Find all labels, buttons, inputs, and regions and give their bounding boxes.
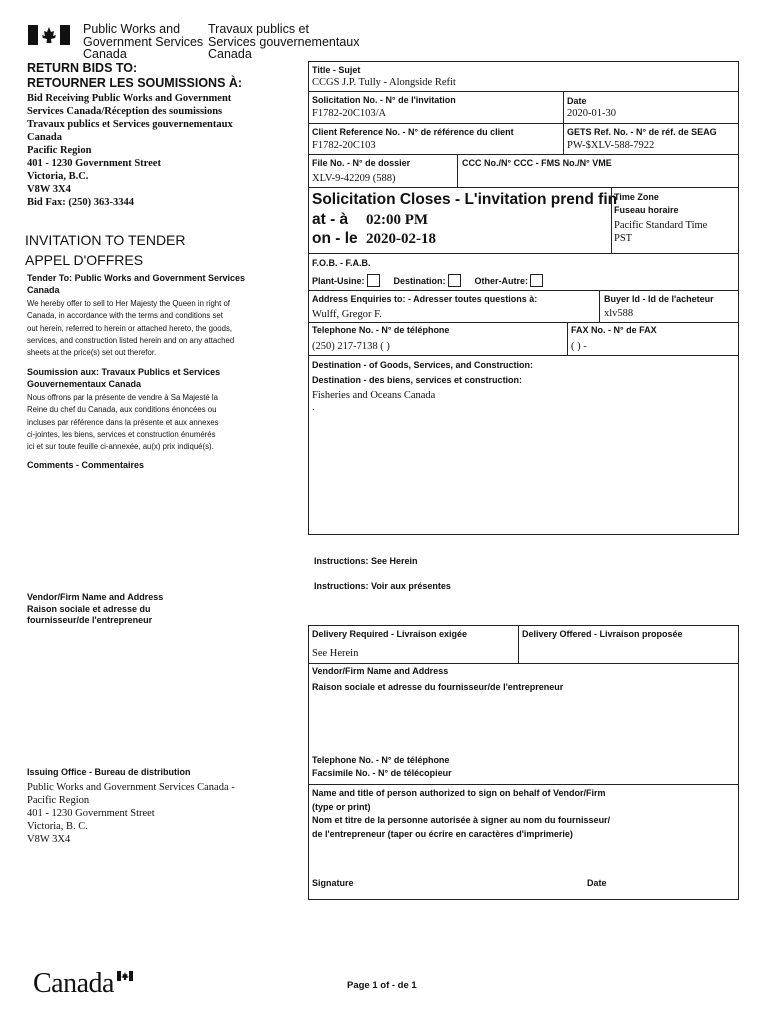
destination-goods-dot: . bbox=[312, 402, 315, 413]
delivery-offered-label: Delivery Offered - Livraison proposée bbox=[522, 629, 683, 639]
soumission-label: Soumission aux: Travaux Publics et Services Gouvernementaux Canada bbox=[27, 367, 221, 389]
vendor-left-label: Vendor/Firm Name and Address Raison sociale et adresse du fournisseur/de l'entrepreneur bbox=[27, 592, 164, 625]
fob-options bbox=[312, 271, 549, 289]
delivery-required-value: See Herein bbox=[312, 648, 359, 659]
time-zone-label: Time Zone bbox=[614, 192, 659, 202]
tender-to-label: Tender To: Public Works and Government Services Canada bbox=[27, 273, 246, 295]
signature-label: Signature bbox=[312, 878, 354, 888]
department-name-en: Public Works and Government Services Canada bbox=[83, 22, 204, 61]
address-enquiries-label: Address Enquiries to: - Adresser toutes questions à: bbox=[312, 294, 538, 304]
soumission-text: Nous offrons par la présente de vendre à Sa Majesté la Reine du chef du Canada, aux conditions énoncées ou incluses par référence dans la présente et aux annexes ci-jointes, les biens, services et construction énumérés ici et sur toute feuille ci-annexée, au(x) prix indiqué(s). bbox=[27, 393, 219, 452]
time-zone-value: Pacific Standard Time bbox=[614, 220, 708, 231]
telephone-value: (250) 217-7138 ( ) bbox=[312, 341, 390, 352]
title-label: Title - Sujet bbox=[312, 65, 361, 75]
client-ref-value: F1782-20C103 bbox=[312, 140, 376, 151]
buyer-id-value: xlv588 bbox=[604, 308, 634, 319]
instructions-fr: Instructions: Voir aux présentes bbox=[314, 581, 451, 591]
telephone-label: Telephone No. - N° de téléphone bbox=[312, 325, 450, 335]
address-enquiries-value: Wulff, Gregor F. bbox=[312, 309, 382, 320]
ccc-no-label: CCC No./N° CCC - FMS No./N° VME bbox=[462, 158, 612, 168]
canada-wordmark: Canada bbox=[33, 968, 114, 999]
vendor-name-label-en: Vendor/Firm Name and Address bbox=[312, 666, 449, 676]
date-label: Date bbox=[567, 96, 587, 106]
comments-label: Comments - Commentaires bbox=[27, 460, 145, 470]
solicitation-no-value: F1782-20C103/A bbox=[312, 108, 387, 119]
invitation-title: INVITATION TO TENDER APPEL D'OFFRES bbox=[25, 232, 186, 268]
solicitation-closes-label: Solicitation Closes - L'invitation prend fin bbox=[312, 191, 618, 208]
issuing-office-address: Public Works and Government Services Canada - Pacific Region 401 - 1230 Government Street Victoria, B. C. V8W 3X4 bbox=[27, 782, 235, 845]
other-autre-label: Other-Autre: bbox=[474, 276, 529, 286]
return-bids-title: RETURN BIDS TO: RETOURNER LES SOUMISSIONS À: bbox=[27, 61, 243, 90]
title-value: CCGS J.P. Tully - Alongside Refit bbox=[312, 77, 456, 88]
vendor-telephone-label: Telephone No. - N° de téléphone bbox=[312, 755, 450, 765]
client-ref-label: Client Reference No. - N° de référence du client bbox=[312, 127, 514, 137]
issuing-office-label: Issuing Office - Bureau de distribution bbox=[27, 767, 191, 777]
closes-on-label: on - le bbox=[312, 230, 358, 247]
plant-usine-checkbox[interactable] bbox=[367, 274, 380, 287]
other-autre-checkbox[interactable] bbox=[530, 274, 543, 287]
fax-label: FAX No. - N° de FAX bbox=[571, 325, 657, 335]
destination-goods-value: Fisheries and Oceans Canada bbox=[312, 390, 436, 401]
plant-usine-label: Plant-Usine: bbox=[312, 276, 365, 286]
date-value: 2020-01-30 bbox=[567, 108, 616, 119]
delivery-required-label: Delivery Required - Livraison exigée bbox=[312, 629, 468, 639]
buyer-id-label: Buyer Id - Id de l'acheteur bbox=[604, 294, 714, 304]
signature-date-label: Date bbox=[587, 878, 607, 888]
authorized-signer-label: Name and title of person authorized to sign on behalf of Vendor/Firm (type or print) Nom et titre de la personne autorisée à signer au nom du fournisseur/ de l'entrepreneur (taper ou écrire en caractères d'imprimerie) bbox=[312, 788, 611, 839]
gets-ref-label: GETS Ref. No. - N° de réf. de SEAG bbox=[567, 127, 717, 137]
gets-ref-value: PW-$XLV-588-7922 bbox=[567, 140, 655, 151]
file-no-value: XLV-9-42209 (588) bbox=[312, 173, 396, 184]
closes-at-label: at - à bbox=[312, 211, 349, 228]
page-number: Page 1 of - de 1 bbox=[347, 980, 417, 991]
file-no-label: File No. - N° de dossier bbox=[312, 158, 411, 168]
destination-goods-label-en: Destination - of Goods, Services, and Construction: bbox=[312, 360, 534, 370]
destination-checkbox[interactable] bbox=[448, 274, 461, 287]
instructions-en: Instructions: See Herein bbox=[314, 556, 418, 566]
fob-label: F.O.B. - F.A.B. bbox=[312, 258, 371, 268]
fuseau-horaire-label: Fuseau horaire bbox=[614, 205, 679, 215]
vendor-name-label-fr: Raison sociale et adresse du fournisseur/de l'entrepreneur bbox=[312, 682, 564, 692]
wordmark-flag-icon bbox=[117, 968, 133, 986]
department-name-fr: Travaux publics et Services gouvernementaux Canada bbox=[208, 22, 360, 61]
tender-to-text: We hereby offer to sell to Her Majesty the Queen in right of Canada, in accordance with the terms and conditions set out herein, referred to herein or attached hereto, the goods, services, and construction listed herein and on any attached sheets at the price(s) set out therefor. bbox=[27, 299, 235, 358]
destination-goods-label-fr: Destination - des biens, services et construction: bbox=[312, 375, 523, 385]
closes-at-value: 02:00 PM bbox=[366, 212, 429, 228]
destination-label: Destination: bbox=[393, 276, 446, 286]
fax-value: ( ) - bbox=[571, 341, 587, 352]
return-bids-address: Bid Receiving Public Works and Government Services Canada/Réception des soumissions Travaux publics et Services gouvernementaux Canada Pacific Region 401 - 1230 Government Street Victoria, B.C. V8W 3X4 Bid Fax: (250) 363-3344 bbox=[27, 93, 233, 208]
solicitation-no-label: Solicitation No. - N° de l'invitation bbox=[312, 95, 456, 105]
canada-flag-logo bbox=[28, 25, 70, 50]
closes-on-value: 2020-02-18 bbox=[366, 231, 436, 247]
time-zone-abbrev: PST bbox=[614, 233, 633, 244]
vendor-facsimile-label: Facsimile No. - N° de télécopieur bbox=[312, 768, 452, 778]
